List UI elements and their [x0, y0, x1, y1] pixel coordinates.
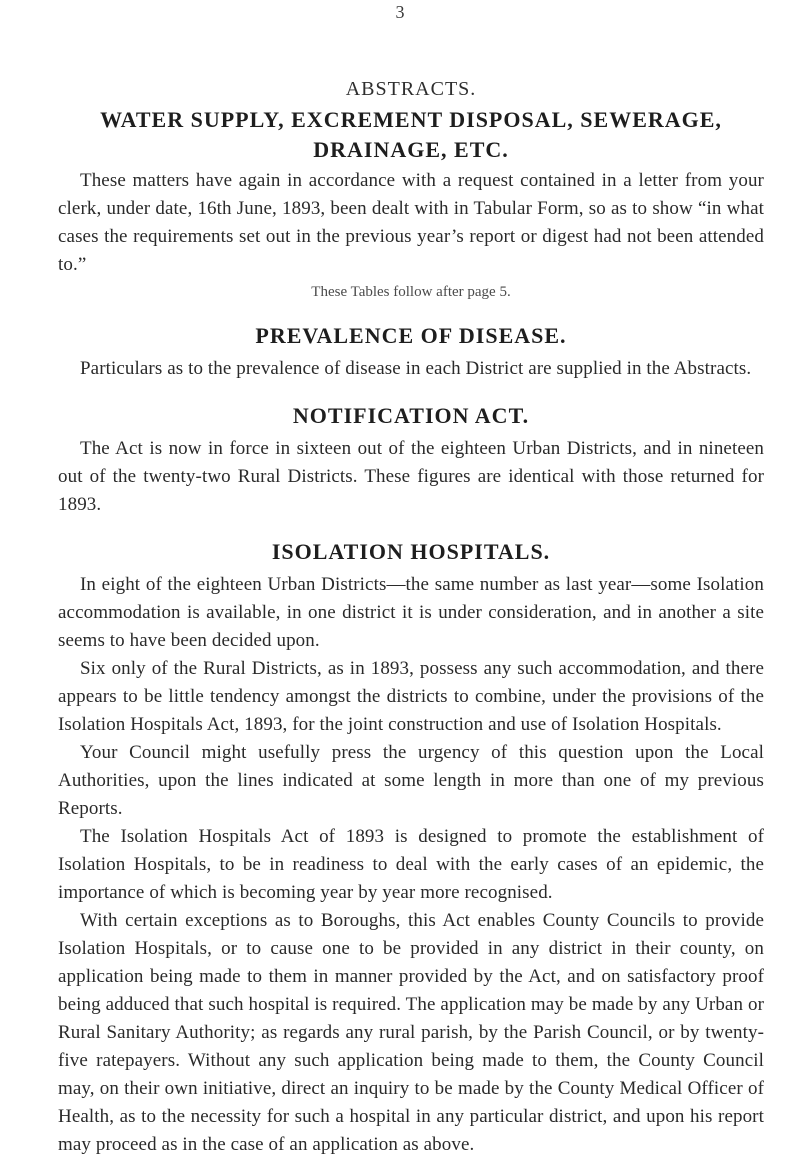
notification-paragraph: The Act is now in force in sixteen out of the eighteen Urban Districts, and in nineteen out of the twenty-two Rural Districts. These figures are identical with those returned for 1893. [58, 438, 764, 515]
isolation-paragraph-4: The Isolation Hospitals Act of 1893 is designed to promote the establishment of Isolation Hospitals, to be in readiness to deal with the early cases of an epidemic, the importance of which is becoming year by year more recognised. [58, 826, 764, 903]
isolation-heading: ISOLATION HOSPITALS. [271, 539, 551, 564]
isolation-paragraph-1: In eight of the eighteen Urban Districts—the same number as last year—some Isolation accommodation is available, in one district it is under consideration, and in another a site seems to have been decided upon. [58, 574, 764, 651]
page-number: 3 [395, 2, 405, 22]
prevalence-paragraph: Particulars as to the prevalence of disease in each District are supplied in the Abstracts. [80, 358, 752, 379]
tables-note: These Tables follow after page 5. [311, 284, 511, 300]
isolation-paragraph-2: Six only of the Rural Districts, as in 1893, possess any such accommodation, and there appears to be little tendency amongst the districts to combine, under the provisions of the Isolation Hospitals Act, 1893, for the joint construction and use of Isolation Hospitals. [58, 658, 764, 735]
page-content [58, 78, 764, 1159]
water-supply-heading: WATER SUPPLY, EXCREMENT DISPOSAL, SEWERAGE, DRAINAGE, ETC. [100, 107, 722, 162]
running-title: ABSTRACTS. [345, 78, 477, 100]
prevalence-heading: PREVALENCE OF DISEASE. [255, 323, 567, 348]
isolation-paragraph-5: With certain exceptions as to Boroughs, this Act enables County Councils to provide Isolation Hospitals, or to cause one to be provided in any district in their county, on application being made to them in manner provided by the Act, and on satisfactory proof being adduced that such hospital is required. The application may be made by any Urban or Rural Sanitary Authority; as regards any rural parish, by the Parish Council, or by twenty-five ratepayers. Without any such application being made to them, the County Council may, on their own initiative, direct an inquiry to be made by the County Medical Officer of Health, as to the necessity for such a hospital in any particular district, and upon his report may proceed as in the case of an application as above. [58, 910, 764, 1155]
water-supply-paragraph: These matters have again in accordance with a request contained in a letter from your clerk, under date, 16th June, 1893, been dealt with in Tabular Form, so as to show “in what cases the requirements set out in the previous year’s report or digest had not been attended to.” [58, 170, 764, 275]
isolation-paragraph-3: Your Council might usefully press the urgency of this question upon the Local Authorities, upon the lines indicated at some length in more than one of my previous Reports. [58, 742, 764, 819]
notification-heading: NOTIFICATION ACT. [292, 403, 530, 428]
